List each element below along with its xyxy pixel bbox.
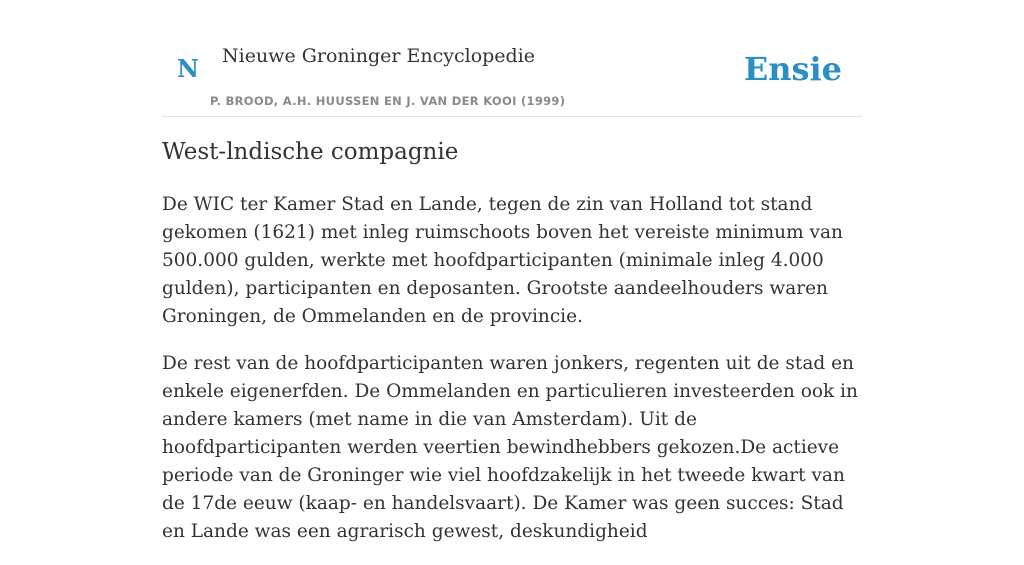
- book-title[interactable]: Nieuwe Groninger Encyclopedie: [222, 45, 536, 67]
- article-paragraph: De rest van de hoofdparticipanten waren jonkers, regenten uit de stad en enkele eigenerfden. De Ommelanden en particulieren investeerden ook in andere kamers (met name in die van Amsterdam). Uit de hoofdparticipanten werden veertien bewindhebbers gekozen.De actieve periode van de Groninger wie viel hoofdzakelijk in het tweede kwart van de 17de eeuw (kaap- en handelsvaart). De Kamer was geen succes: Stad en Lande was een agrarisch gewest, deskundigheid: [162, 353, 858, 542]
- book-logo[interactable]: N: [177, 54, 199, 83]
- brand-logo[interactable]: Ensie: [743, 50, 842, 88]
- article-body: [162, 191, 862, 565]
- site-header: [162, 0, 862, 117]
- article-paragraph: De WIC ter Kamer Stad en Lande, tegen de zin van Holland tot stand gekomen (1621) met inleg ruimschoots boven het vereiste minimum van 500.000 gulden, werkte met hoofdparticipanten (minimale inleg 4.000 gulden), participanten en deposanten. Grootste aandeelhouders waren Groningen, de Ommelanden en de provincie.: [162, 194, 843, 327]
- article-title: West-lndische compagnie: [162, 139, 459, 165]
- book-authors: P. BROOD, A.H. HUUSSEN EN J. VAN DER KOOI (1999): [210, 94, 566, 108]
